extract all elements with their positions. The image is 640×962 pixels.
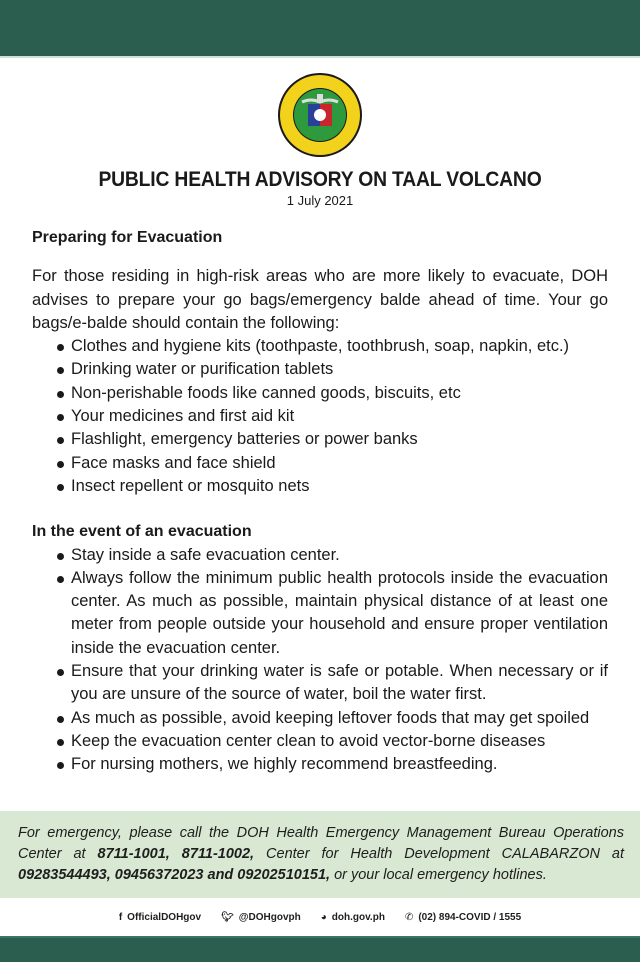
- emergency-text-3: or your local emergency hotlines.: [330, 867, 547, 883]
- phone-icon: ✆: [404, 911, 414, 923]
- list-item: Non-perishable foods like canned goods, biscuits, etc: [54, 382, 608, 405]
- intro-paragraph: For those residing in high-risk areas who are more likely to evacuate, DOH advises to prepare your go bags/emergency balde ahead of time. Your go bags/e-balde should contain the following:: [32, 267, 608, 332]
- website-url: doh.gov.ph: [331, 911, 385, 923]
- twitter-handle: @DOHgovph: [238, 911, 301, 923]
- list-item: As much as possible, avoid keeping leftover foods that may get spoiled: [54, 707, 608, 730]
- phone-number: (02) 894-COVID / 1555: [418, 911, 522, 923]
- top-band: [0, 0, 640, 58]
- list-item: Keep the evacuation center clean to avoid vector-borne diseases: [54, 730, 608, 753]
- footer-contacts: [0, 906, 640, 928]
- emergency-text: [18, 823, 624, 886]
- hotline-numbers-hemb: 8711-1001, 8711-1002,: [97, 846, 255, 862]
- doh-seal-logo: [277, 72, 363, 158]
- twitter-icon: 🐦︎: [221, 911, 234, 923]
- section-heading-evacuation: In the event of an evacuation: [32, 523, 252, 541]
- globe-icon: ◕: [320, 911, 327, 923]
- list-item: Your medicines and first aid kit: [54, 405, 608, 428]
- list-item: Always follow the minimum public health protocols inside the evacuation center. As much as possible, maintain physical distance of at least one meter from people outside your household and ensure proper ventilation inside the evacuation center.: [54, 567, 608, 660]
- emergency-text-1: For emergency, please call the DOH Health Emergency Management Bureau Operations Center at: [18, 825, 624, 862]
- list-item: Stay inside a safe evacuation center.: [54, 544, 608, 567]
- facebook-icon: f: [118, 911, 123, 923]
- website-link[interactable]: [321, 912, 385, 923]
- go-bag-list: [32, 335, 608, 498]
- list-item: Insect repellent or mosquito nets: [54, 475, 608, 498]
- list-item: Flashlight, emergency batteries or power banks: [54, 428, 608, 451]
- emergency-box: [0, 811, 640, 898]
- advisory-date: 1 July 2021: [286, 193, 354, 208]
- list-item: Ensure that your drinking water is safe or potable. When necessary or if you are unsure of the source of water, boil the water first.: [54, 660, 608, 707]
- facebook-link[interactable]: [119, 912, 201, 923]
- twitter-link[interactable]: [221, 912, 301, 923]
- evacuation-list: [32, 544, 608, 777]
- list-item: Clothes and hygiene kits (toothpaste, toothbrush, soap, napkin, etc.): [54, 335, 608, 358]
- page-title: PUBLIC HEALTH ADVISORY ON TAAL VOLCANO: [98, 168, 542, 191]
- phone-link[interactable]: [405, 912, 521, 923]
- bottom-band: [0, 936, 640, 962]
- emergency-text-2: Center for Health Development CALABARZON at: [254, 846, 624, 862]
- list-item: Face masks and face shield: [54, 452, 608, 475]
- list-item: Drinking water or purification tablets: [54, 358, 608, 381]
- list-item: For nursing mothers, we highly recommend breastfeeding.: [54, 753, 608, 776]
- advisory-body: [32, 226, 608, 777]
- facebook-handle: OfficialDOHgov: [127, 911, 202, 923]
- hotline-numbers-chd: 09283544493, 09456372023 and 09202510151,: [18, 867, 331, 883]
- section-heading-preparing: Preparing for Evacuation: [32, 229, 223, 246]
